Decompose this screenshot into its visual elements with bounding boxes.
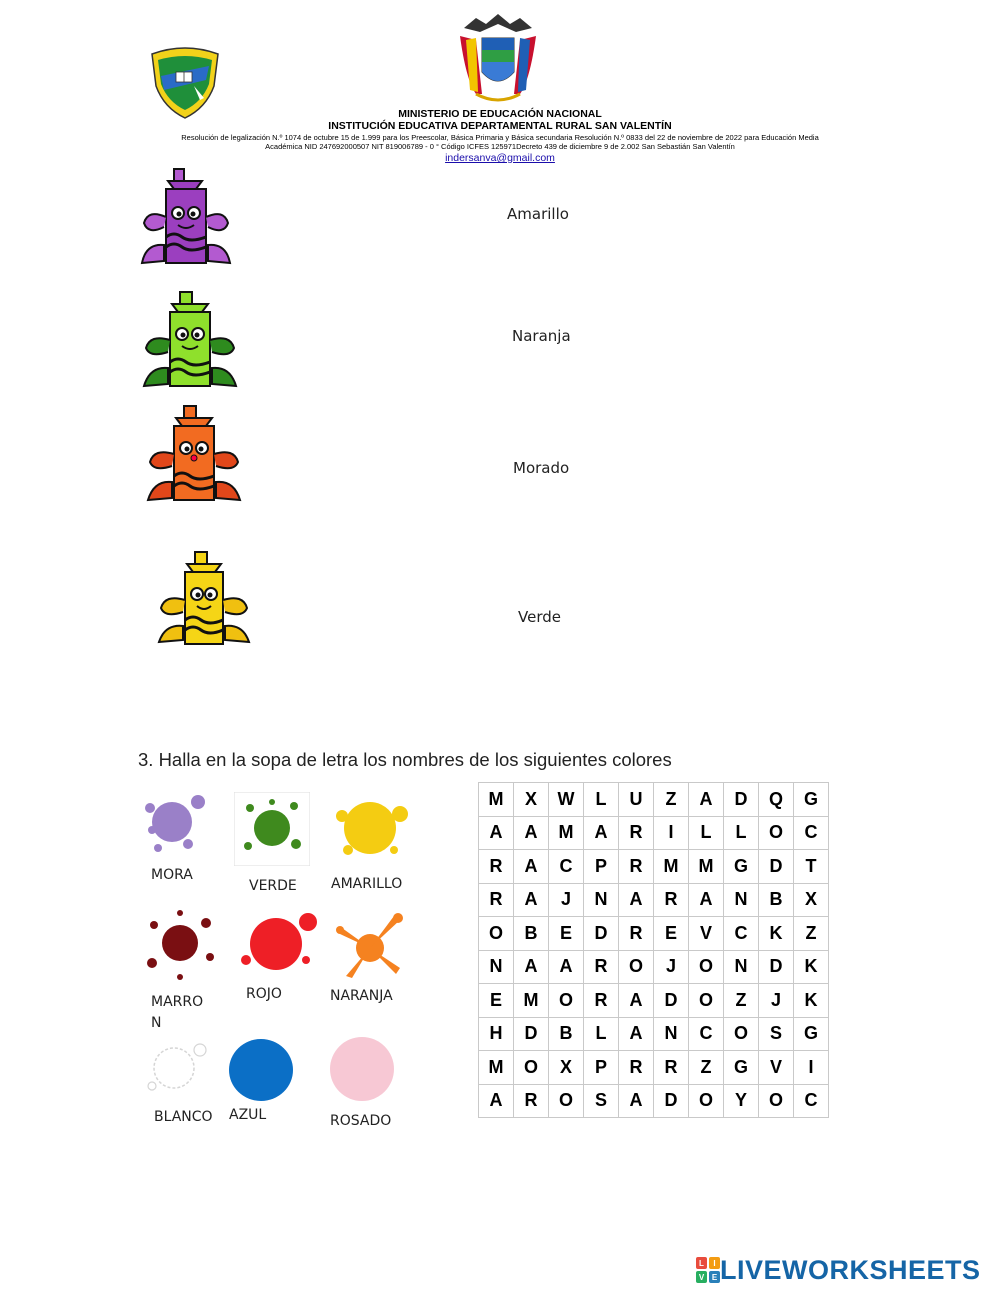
- grid-cell[interactable]: O: [549, 984, 584, 1018]
- grid-cell[interactable]: A: [619, 883, 654, 917]
- grid-cell[interactable]: R: [514, 1084, 549, 1118]
- grid-row: [479, 883, 829, 917]
- grid-cell[interactable]: A: [514, 950, 549, 984]
- grid-cell[interactable]: I: [794, 1051, 829, 1085]
- grid-cell[interactable]: Z: [654, 783, 689, 817]
- marron-splash-icon: [140, 905, 220, 990]
- word-amarillo[interactable]: Amarillo: [507, 205, 569, 223]
- grid-row: [479, 850, 829, 884]
- grid-cell[interactable]: C: [794, 816, 829, 850]
- grid-cell[interactable]: T: [794, 850, 829, 884]
- grid-cell[interactable]: O: [549, 1084, 584, 1118]
- grid-cell[interactable]: P: [584, 850, 619, 884]
- logo-letter: E: [711, 1273, 718, 1282]
- grid-cell[interactable]: M: [514, 984, 549, 1018]
- grid-cell[interactable]: Q: [759, 783, 794, 817]
- grid-cell[interactable]: N: [654, 1017, 689, 1051]
- liveworksheets-brand: LIVEWORKSHEETS: [720, 1254, 981, 1285]
- word-naranja[interactable]: Naranja: [512, 327, 571, 345]
- grid-cell[interactable]: L: [584, 783, 619, 817]
- green-crayon-icon: [140, 290, 238, 395]
- grid-cell[interactable]: O: [724, 1017, 759, 1051]
- grid-cell[interactable]: B: [759, 883, 794, 917]
- email-link[interactable]: indersanva@gmail.com: [445, 152, 555, 164]
- resolution-line-2: Académica NID 247692000507 NIT 819006789 - 0 ° Código ICFES 125971Decreto 439 de diciembre 9 de 2.002 San Sebastián San Valentín: [265, 142, 735, 151]
- amarillo-splash-icon: [328, 792, 414, 871]
- label-rojo: ROJO: [246, 986, 282, 1002]
- label-azul: AZUL: [229, 1107, 267, 1123]
- grid-cell[interactable]: N: [724, 883, 759, 917]
- grid-cell[interactable]: Z: [794, 917, 829, 951]
- grid-cell[interactable]: D: [654, 1084, 689, 1118]
- grid-cell[interactable]: D: [654, 984, 689, 1018]
- grid-cell[interactable]: A: [619, 984, 654, 1018]
- logo-letter: I: [713, 1259, 716, 1268]
- grid-cell[interactable]: J: [654, 950, 689, 984]
- grid-cell[interactable]: X: [549, 1051, 584, 1085]
- grid-cell[interactable]: H: [479, 1017, 514, 1051]
- grid-cell[interactable]: A: [584, 816, 619, 850]
- grid-cell[interactable]: D: [759, 950, 794, 984]
- grid-cell[interactable]: D: [514, 1017, 549, 1051]
- label-marron-wrap: N: [151, 1015, 162, 1027]
- yellow-crayon-icon: [155, 550, 251, 653]
- word-verde[interactable]: Verde: [518, 608, 561, 626]
- liveworksheets-badge-icon: [696, 1257, 720, 1283]
- grid-cell[interactable]: I: [654, 816, 689, 850]
- ministry-title: MINISTERIO DE EDUCACIÓN NACIONAL: [398, 108, 602, 120]
- grid-cell[interactable]: O: [514, 1051, 549, 1085]
- grid-cell[interactable]: X: [514, 783, 549, 817]
- grid-cell[interactable]: X: [794, 883, 829, 917]
- naranja-splash-icon: [334, 908, 408, 989]
- grid-cell[interactable]: O: [619, 950, 654, 984]
- grid-cell[interactable]: N: [479, 950, 514, 984]
- grid-cell[interactable]: N: [584, 883, 619, 917]
- grid-cell[interactable]: B: [549, 1017, 584, 1051]
- grid-cell[interactable]: L: [724, 816, 759, 850]
- verde-splash-icon: [234, 792, 310, 871]
- grid-cell[interactable]: A: [619, 1017, 654, 1051]
- grid-cell[interactable]: A: [689, 883, 724, 917]
- label-verde: VERDE: [249, 878, 297, 894]
- grid-cell[interactable]: B: [514, 917, 549, 951]
- purple-crayon-icon: [138, 165, 234, 274]
- grid-cell[interactable]: J: [549, 883, 584, 917]
- rosado-circle-icon: [329, 1036, 395, 1107]
- grid-cell[interactable]: A: [689, 783, 724, 817]
- grid-row: [479, 984, 829, 1018]
- grid-cell[interactable]: O: [479, 917, 514, 951]
- grid-cell[interactable]: L: [584, 1017, 619, 1051]
- grid-cell[interactable]: R: [479, 883, 514, 917]
- grid-cell[interactable]: D: [759, 850, 794, 884]
- grid-row: [479, 783, 829, 817]
- grid-cell[interactable]: A: [479, 816, 514, 850]
- grid-row: [479, 816, 829, 850]
- orange-crayon-icon: [144, 404, 242, 509]
- grid-cell[interactable]: Y: [724, 1084, 759, 1118]
- grid-cell[interactable]: O: [689, 984, 724, 1018]
- grid-cell[interactable]: O: [689, 1084, 724, 1118]
- grid-row: [479, 1017, 829, 1051]
- grid-cell[interactable]: R: [479, 850, 514, 884]
- grid-cell[interactable]: R: [619, 850, 654, 884]
- grid-cell[interactable]: M: [654, 850, 689, 884]
- grid-cell[interactable]: D: [724, 783, 759, 817]
- grid-cell[interactable]: N: [724, 950, 759, 984]
- grid-cell[interactable]: K: [759, 917, 794, 951]
- grid-cell[interactable]: E: [549, 917, 584, 951]
- grid-cell[interactable]: M: [479, 783, 514, 817]
- mora-splash-icon: [140, 790, 210, 865]
- grid-cell[interactable]: R: [584, 984, 619, 1018]
- institution-title: INSTITUCIÓN EDUCATIVA DEPARTAMENTAL RURAL SAN VALENTÍN: [328, 120, 672, 132]
- logo-letter: L: [699, 1259, 704, 1268]
- grid-cell[interactable]: L: [689, 816, 724, 850]
- question-3-title: 3. Halla en la sopa de letra los nombres de los siguientes colores: [138, 749, 672, 770]
- label-naranja: NARANJA: [330, 988, 393, 1004]
- azul-circle-icon: [228, 1038, 294, 1107]
- grid-row: [479, 917, 829, 951]
- grid-cell[interactable]: A: [514, 816, 549, 850]
- grid-cell[interactable]: M: [479, 1051, 514, 1085]
- grid-cell[interactable]: R: [619, 917, 654, 951]
- grid-cell[interactable]: R: [654, 1051, 689, 1085]
- grid-cell[interactable]: Z: [724, 984, 759, 1018]
- grid-cell[interactable]: P: [584, 1051, 619, 1085]
- rojo-splash-icon: [236, 908, 320, 983]
- grid-cell[interactable]: K: [794, 984, 829, 1018]
- label-rosado: ROSADO: [330, 1113, 392, 1129]
- grid-cell[interactable]: E: [654, 917, 689, 951]
- grid-cell[interactable]: D: [584, 917, 619, 951]
- grid-cell[interactable]: S: [759, 1017, 794, 1051]
- grid-cell[interactable]: O: [759, 816, 794, 850]
- grid-cell[interactable]: O: [689, 950, 724, 984]
- label-blanco: BLANCO: [154, 1109, 213, 1125]
- grid-cell[interactable]: G: [794, 1017, 829, 1051]
- grid-cell[interactable]: U: [619, 783, 654, 817]
- grid-row: [479, 1084, 829, 1118]
- grid-cell[interactable]: R: [654, 883, 689, 917]
- blanco-splash-icon: [140, 1036, 210, 1105]
- grid-cell[interactable]: M: [549, 816, 584, 850]
- grid-cell[interactable]: W: [549, 783, 584, 817]
- grid-cell[interactable]: A: [549, 950, 584, 984]
- grid-cell[interactable]: A: [479, 1084, 514, 1118]
- grid-cell[interactable]: A: [514, 850, 549, 884]
- grid-row: [479, 950, 829, 984]
- grid-cell[interactable]: R: [619, 1051, 654, 1085]
- grid-row: [479, 1051, 829, 1085]
- grid-cell[interactable]: J: [759, 984, 794, 1018]
- word-search-grid: [478, 782, 829, 1118]
- word-morado[interactable]: Morado: [513, 459, 570, 477]
- grid-cell[interactable]: G: [794, 783, 829, 817]
- grid-cell[interactable]: G: [724, 850, 759, 884]
- grid-cell[interactable]: Z: [689, 1051, 724, 1085]
- label-mora: MORA: [151, 867, 193, 883]
- label-amarillo: AMARILLO: [331, 876, 403, 892]
- grid-cell[interactable]: C: [689, 1017, 724, 1051]
- resolution-line-1: Resolución de legalización N.º 1074 de octubre 15 de 1.999 para los Preescolar, Básica Primaria y Básica secundaria Resolución N.º 0833 del 22 de noviembre de 2022 para Educación Media: [181, 133, 819, 142]
- liveworksheets-logo: [696, 1256, 981, 1284]
- colombia-coat-of-arms-icon: [446, 10, 550, 111]
- grid-cell[interactable]: G: [724, 1051, 759, 1085]
- grid-cell[interactable]: C: [724, 917, 759, 951]
- grid-cell[interactable]: M: [689, 850, 724, 884]
- label-marron: MARRO: [151, 994, 204, 1010]
- grid-cell[interactable]: R: [584, 950, 619, 984]
- grid-cell[interactable]: S: [584, 1084, 619, 1118]
- grid-cell[interactable]: K: [794, 950, 829, 984]
- grid-cell[interactable]: V: [759, 1051, 794, 1085]
- grid-cell[interactable]: C: [794, 1084, 829, 1118]
- grid-cell[interactable]: V: [689, 917, 724, 951]
- logo-letter: V: [698, 1273, 705, 1282]
- grid-cell[interactable]: E: [479, 984, 514, 1018]
- grid-cell[interactable]: R: [619, 816, 654, 850]
- grid-cell[interactable]: C: [549, 850, 584, 884]
- grid-cell[interactable]: O: [759, 1084, 794, 1118]
- grid-cell[interactable]: A: [619, 1084, 654, 1118]
- grid-cell[interactable]: A: [514, 883, 549, 917]
